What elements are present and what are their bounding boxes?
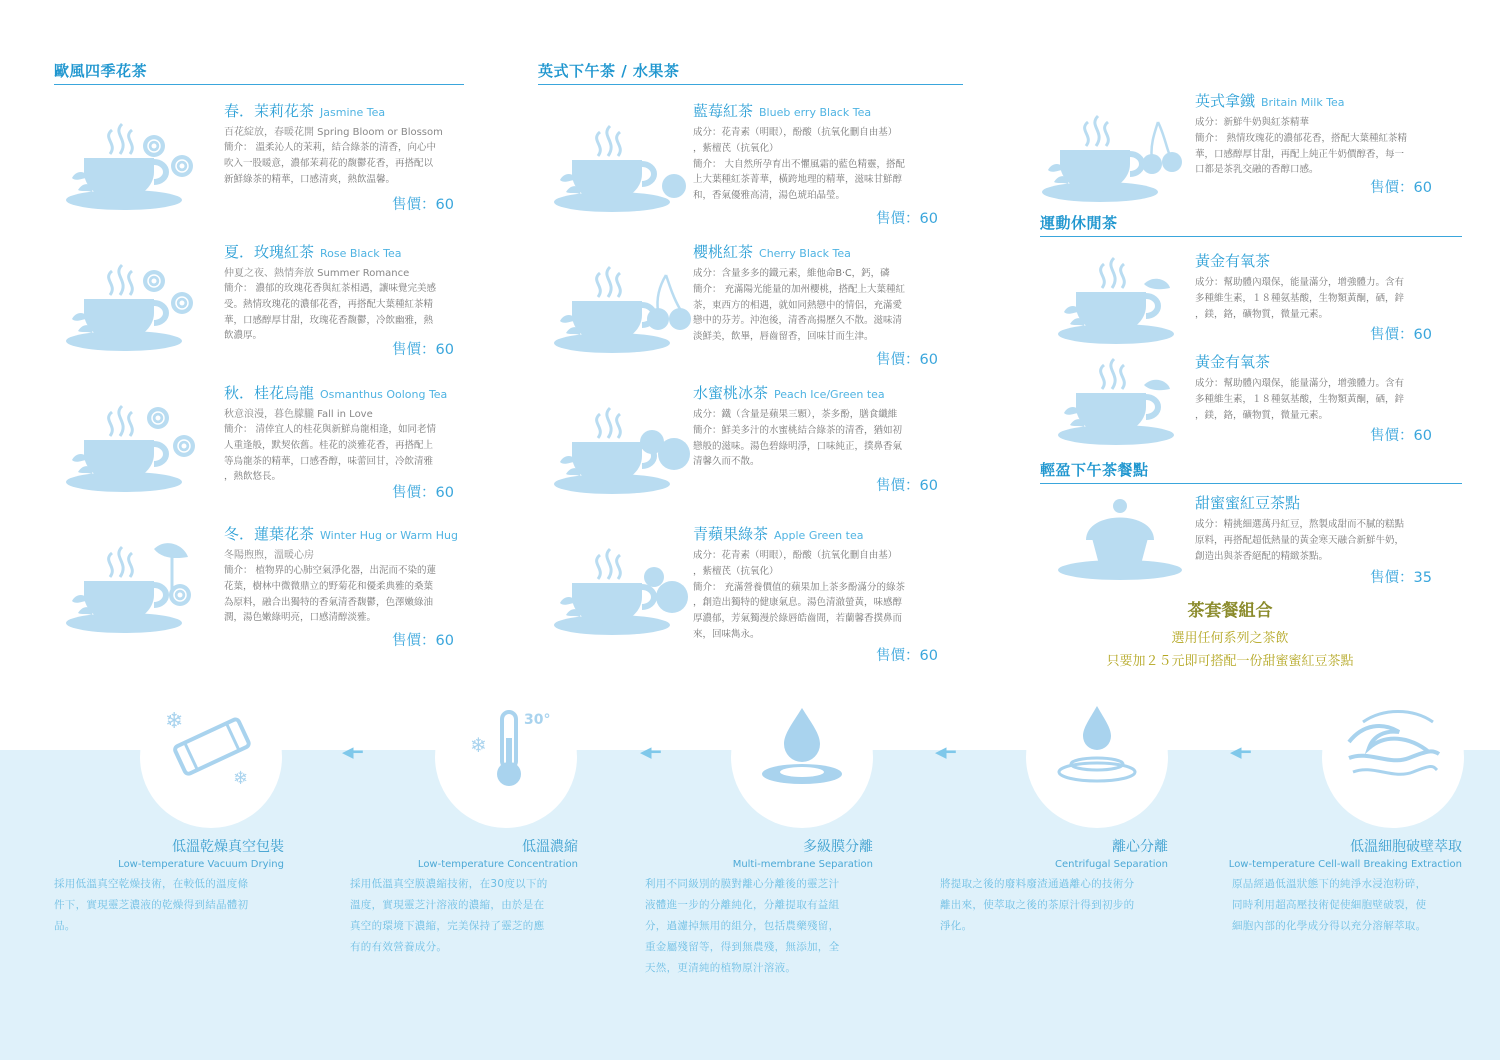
tea-cup-lotus-icon: [54, 537, 214, 637]
menu-item-milk-tea: [1040, 90, 1460, 240]
svg-text:❄: ❄: [165, 709, 184, 734]
tea-cup-blueberry-icon: [546, 114, 706, 214]
process-subtitle: Multi-membrane Separation: [732, 859, 873, 870]
process-description: 原品經過低溫狀態下的純淨水浸泡粉碎， 同時利用超高壓技術促使細胞壁破裂，使 細胞內部的化學成分得以充分溶解萃取。: [1232, 878, 1427, 932]
item-price: 售價：60: [392, 485, 454, 501]
menu-item-golden-tea-2: [1040, 351, 1460, 451]
cupcake-icon: [1040, 492, 1200, 592]
item-price: 售價：35: [1370, 570, 1432, 586]
item-price: 售價：60: [392, 197, 454, 213]
process-title: 低溫乾燥真空包裝: [172, 839, 284, 855]
item-title: 青蘋果綠茶 Apple Green tea: [693, 525, 864, 543]
tea-cup-cherry-icon: [546, 255, 706, 355]
process-description: 利用不同級別的膜對離心分離後的靈芝汁 液體進一步的分離純化，分離提取有益組 分，過濾掉無用的組分，包括農藥殘留， 重金屬殘留等，得到無農殘，無添加，全 天然，更清純的植物原汁溶液。: [645, 878, 840, 974]
item-title: 冬．蓮葉花茶 Winter Hug or Warm Hug: [224, 525, 458, 543]
svg-text:❄: ❄: [470, 733, 487, 757]
item-subtitle: 秋意浪漫，暮色朦朧 Fall in Love: [224, 409, 373, 420]
process-subtitle: Centrifugal Separation: [1055, 859, 1168, 870]
item-description: 成分：幫助體內環保，能量滿分，增強體力。含有 多種維生素，１８種氨基酸，生物類黃酮，硒，鋅 ，鎂，鉻，礦物質，微量元素。: [1195, 378, 1405, 421]
item-title: 英式拿鐵 Britain Milk Tea: [1195, 92, 1345, 110]
process-description: 將提取之後的廢料廢渣通過離心的技術分 離出來，使萃取之後的茶原汁得到初步的 淨化。: [940, 878, 1135, 932]
menu-item-peach-tea: [538, 382, 958, 532]
item-description: 成分：精挑細選萬丹紅豆，熬製成甜而不膩的糕點 原料，再搭配超低熱量的黃金寒天融合新鮮牛奶， 創造出與茶香絕配的精緻茶點。: [1195, 519, 1405, 562]
menu-item-blueberry-tea: [538, 100, 958, 250]
process-description: 採用低溫真空乾燥技術，在較低的溫度條 件下，實現靈芝濃液的乾燥得到結晶體初 品。: [54, 878, 249, 932]
item-title: 藍莓紅茶 Blueb erry Black Tea: [693, 102, 872, 120]
process-title: 離心分離: [1112, 839, 1168, 855]
item-description: 成分：新鮮牛奶與紅茶精華 簡介： 熱情玫瑰花的濃郁花香，搭配大葉種紅茶精 華，口感醇厚甘甜，再配上純正牛奶價醇香，每一 口都是茶乳交融的香醇口感。: [1195, 117, 1408, 176]
process-arrow-icon: ◀━: [342, 743, 363, 761]
item-description: 成分：幫助體內環保，能量滿分，增強體力。含有 多種維生素，１８種氨基酸，生物類黃酮，硒，鋅 ，鎂，鉻，礦物質，微量元素。: [1195, 277, 1405, 320]
item-subtitle: 仲夏之夜、熱情奔放 Summer Romance: [224, 268, 410, 279]
svg-text:❄: ❄: [233, 768, 249, 789]
item-price: 售價：60: [876, 648, 938, 664]
item-description: 簡介： 濃郁的玫瑰花香與紅茶相遇，讓味覺完美感 受。熱情玫瑰花的濃郁花香，再搭配大葉種紅茶精 華，口感醇厚甘甜，玫瑰花香馥鬱，冷飲幽雅，熱 飲濃厚。: [224, 283, 437, 342]
tea-cup-milk-icon: [1040, 104, 1200, 204]
thermometer-label: 30°: [524, 712, 551, 728]
item-description: 成分：鐵（含量是蘋果三顆），茶多酚，膳食纖維 簡介：鮮美多汁的水蜜桃結合綠茶的清香，猶如初 戀般的滋味。湯色碧綠明淨，口味純正，撲鼻香氣 清馨久而不散。: [693, 409, 903, 468]
item-subtitle: 冬陽煦煦，溫暖心房: [224, 550, 314, 561]
process-circle-vacuum: [140, 686, 282, 828]
menu-item-apple-tea: [538, 523, 958, 673]
tea-cup-herb-icon: [1040, 250, 1200, 350]
tea-cup-herb-icon: [1040, 351, 1200, 451]
process-arrow-icon: ◀━: [640, 743, 661, 761]
combo-offer: [1070, 596, 1390, 669]
item-price: 售價：60: [876, 478, 938, 494]
item-description: 成分：含量多多的鐵元素，維他命B‧C，鈣，磷 簡介： 充滿陽光能量的加州櫻桃，搭配上大葉種紅 茶，東西方的相遇，就如同熱戀中的情侶，充滿愛 戀中的芬芳。沖泡後，清香高揚歷久不散。滋味清 淡鮮美，飲畢，唇齒留香，回味甘而生津。: [693, 268, 906, 343]
water-drop-icon: [752, 702, 852, 792]
process-title: 多級膜分離: [803, 839, 873, 855]
menu-item-rose-tea: [54, 241, 474, 391]
item-description: 成分：花青素（明眼），酚酸（抗氧化刪自由基） ，紫檀芪（抗氧化） 簡介： 充滿營養價值的蘋果加上茶多酚滿分的綠茶 ，創造出獨特的健康氣息。湯色清澈螢黃，味感醇 厚濃郁，芳氣獨漫於綠唇皓齒間，若蘭馨香撲鼻而 來，回味雋永。: [693, 550, 906, 640]
tea-cup-osmanthus-icon: [54, 396, 214, 496]
item-title: 秋．桂花烏龍 Osmanthus Oolong Tea: [224, 384, 448, 402]
item-title: 夏．玫瑰紅茶 Rose Black Tea: [224, 243, 402, 261]
wave-icon: [1343, 702, 1443, 792]
section-title-dessert: 輕盈下午茶餐點: [1040, 459, 1462, 484]
item-subtitle: 百花綻放，春暖花開 Spring Bloom or Blossom: [224, 127, 443, 138]
item-title: 黃金有氧茶: [1195, 353, 1271, 371]
menu-item-osmanthus-tea: [54, 382, 474, 532]
process-step-vacuum: [46, 836, 284, 937]
process-arrow-icon: ◀━: [935, 743, 956, 761]
process-arrow-icon: ◀━: [1230, 743, 1251, 761]
process-circle-cellwall: [1322, 686, 1464, 828]
item-title: 黃金有氧茶: [1195, 252, 1271, 270]
menu-item-lotus-tea: [54, 523, 474, 673]
menu-item-cherry-tea: [538, 241, 958, 391]
drop-ripple-icon: [1047, 702, 1147, 792]
tea-cup-rose-icon: [54, 255, 214, 355]
section-title-afternoon-tea: 英式下午茶 / 水果茶: [538, 60, 963, 85]
process-circle-concentration: [435, 686, 577, 828]
item-description: 成分：花青素（明眼），酚酸（抗氧化刪自由基） ，紫檀芪（抗氧化） 簡介： 大自然所孕育出不懼風霜的藍色精靈，搭配 上大葉種紅茶菁華，橫跨地理的精華，滋味甘鮮醇 和，香氣優雅高清，湯色琥珀晶瑩。: [693, 127, 906, 202]
process-subtitle: Low-temperature Cell-wall Breaking Extraction: [1228, 859, 1462, 870]
item-title: 水蜜桃冰茶 Peach Ice/Green tea: [693, 384, 885, 402]
combo-line-2: 只要加２５元即可搭配一份甜蜜蜜紅豆茶點: [1106, 654, 1354, 669]
item-price: 售價：60: [876, 211, 938, 227]
item-price: 售價：60: [1370, 180, 1432, 196]
item-price: 售價：60: [1370, 428, 1432, 444]
process-description: 採用低溫真空膜濃縮技術，在30度以下的 溫度，實現靈芝汁溶液的濃縮，由於是在 真空的環境下濃縮，完美保持了靈芝的應 有的有效營養成分。: [350, 878, 548, 953]
process-step-concentration: [340, 836, 578, 958]
process-circle-centrifugal: [1026, 686, 1168, 828]
item-price: 售價：60: [392, 342, 454, 358]
process-step-centrifugal: [930, 836, 1168, 937]
item-price: 售價：60: [1370, 327, 1432, 343]
item-description: 簡介： 清倖宜人的桂花與新鮮烏龍相逢，如同老情 人重逢般，默契依舊。桂花的淡雅花香，再搭配上 等烏龍茶的精華，口感香醇，味蕾回甘，冷飲清雅 ，熱飲悠長。: [224, 424, 437, 483]
tea-cup-jasmine-icon: [54, 114, 214, 214]
item-description: 簡介： 溫柔沁人的茉莉，結合綠茶的清香，向心中 吹入一股暖意，濃郁茉莉花的馥鬱花香，再搭配以 新鮮綠茶的精華，口感清爽，熱飲温馨。: [224, 142, 437, 185]
process-step-cellwall: [1224, 836, 1462, 937]
process-step-membrane: [635, 836, 873, 979]
process-subtitle: Low-temperature Concentration: [417, 859, 578, 870]
item-title: 櫻桃紅茶 Cherry Black Tea: [693, 243, 851, 261]
combo-line-1: 選用任何系列之茶飲: [1171, 631, 1289, 646]
item-price: 售價：60: [876, 352, 938, 368]
item-title: 春．茉莉花茶 Jasmine Tea: [224, 102, 386, 120]
menu-item-golden-tea-1: [1040, 250, 1460, 350]
thermometer-icon: [456, 702, 556, 792]
menu-item-jasmine-tea: [54, 100, 474, 250]
vacuum-pack-icon: [161, 702, 261, 792]
process-circle-membrane: [731, 686, 873, 828]
item-price: 售價：60: [392, 633, 454, 649]
item-title: 甜蜜蜜紅豆茶點: [1195, 494, 1301, 512]
menu-item-redbean-dessert: [1040, 492, 1460, 592]
section-title-flower-tea: 歐風四季花茶: [54, 60, 464, 85]
section-title-sport-tea: 運動休閒茶: [1040, 212, 1462, 237]
process-title: 低溫濃縮: [522, 839, 578, 855]
tea-cup-peach-icon: [546, 396, 706, 496]
process-title: 低溫細胞破壁萃取: [1350, 839, 1462, 855]
combo-title: 茶套餐組合: [1187, 601, 1273, 621]
process-subtitle: Low-temperature Vacuum Drying: [118, 859, 284, 870]
item-description: 簡介： 植物界的心肺空氣淨化器，出泥而不染的蓮 花葉，樹林中微微鼎立的野菊花和優柔典雅的桑葉 為原料，融合出獨特的香氣清香馥鬱，色澤嫩綠油 潤，湯色嫩綠明亮，口感清醇淡雅。: [224, 565, 437, 624]
tea-cup-apple-icon: [546, 537, 706, 637]
